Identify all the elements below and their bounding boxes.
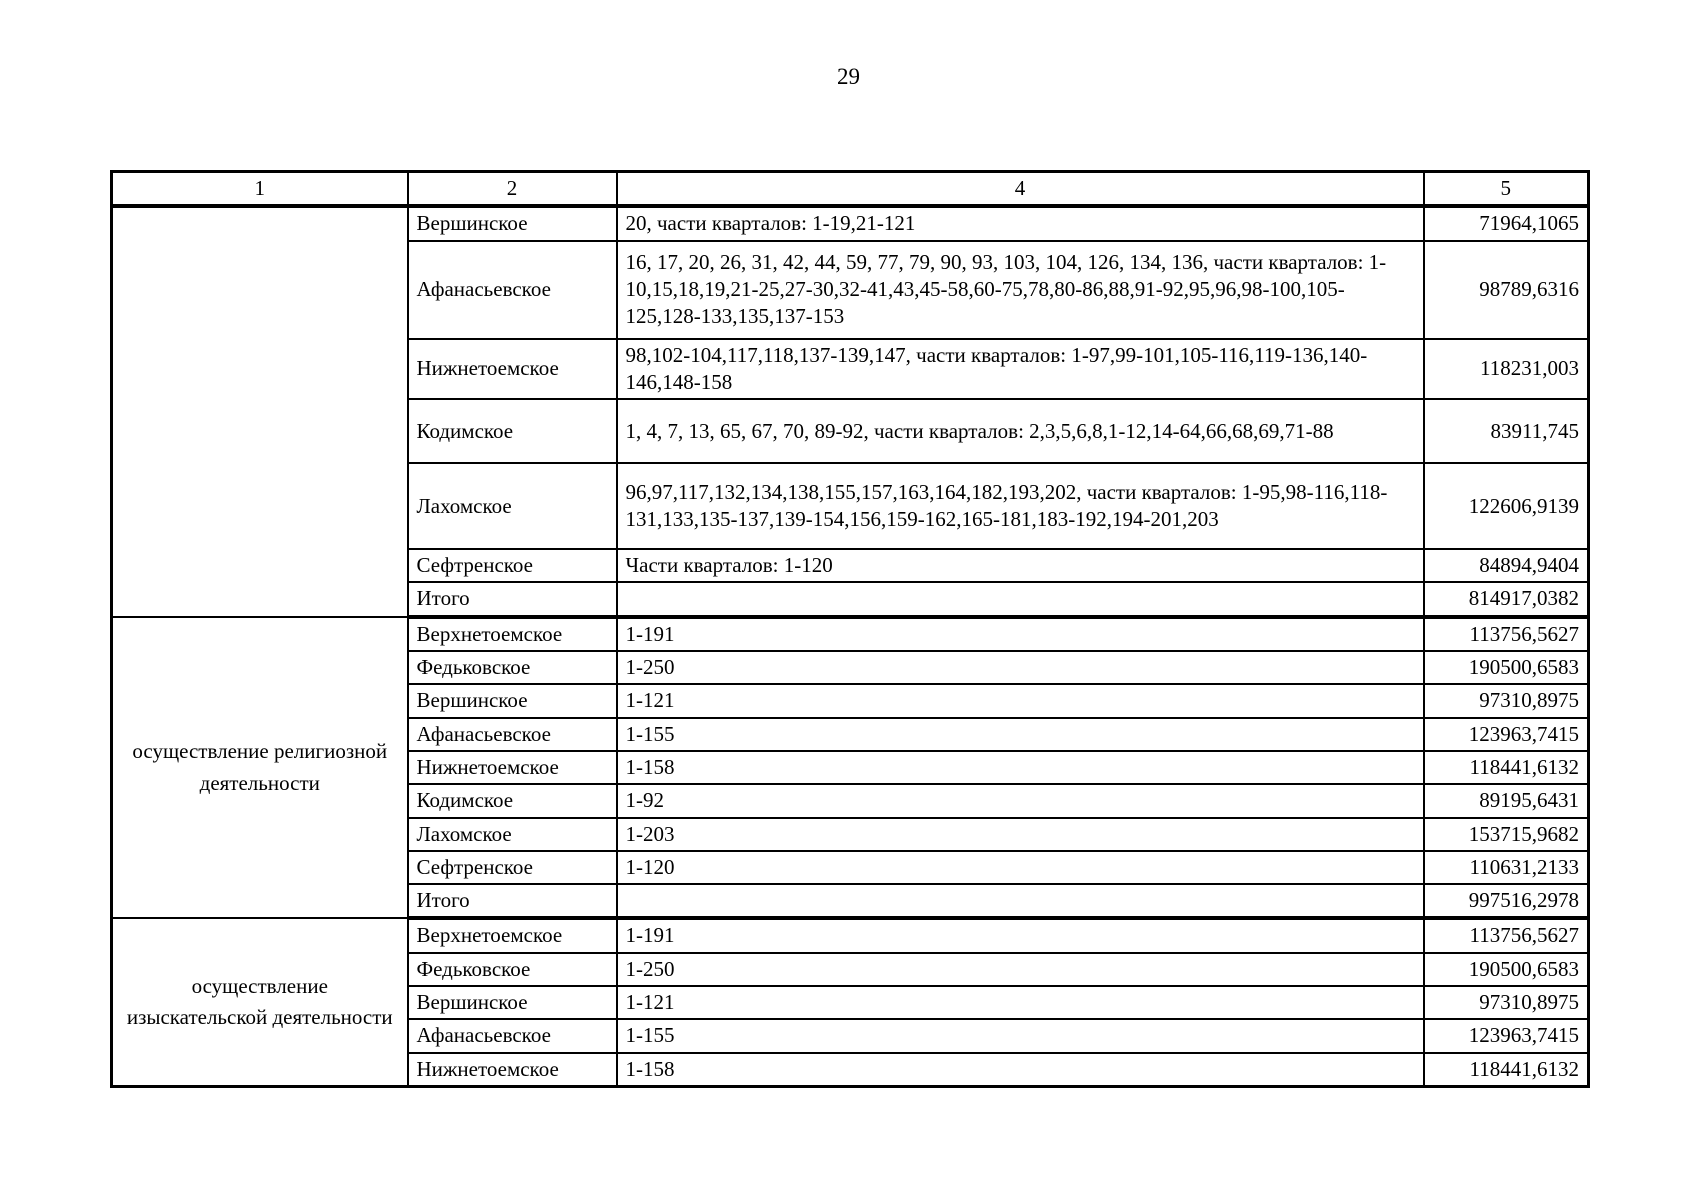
area-cell: 113756,5627: [1424, 617, 1589, 651]
quarters-cell: Части кварталов: 1-120: [617, 549, 1424, 582]
area-cell: 153715,9682: [1424, 818, 1589, 851]
area-cell: 123963,7415: [1424, 1019, 1589, 1052]
area-cell: 71964,1065: [1424, 206, 1589, 240]
district-cell: Афанасьевское: [408, 241, 617, 339]
quarters-cell: 1-120: [617, 851, 1424, 884]
area-cell: 123963,7415: [1424, 718, 1589, 751]
area-cell: 122606,9139: [1424, 463, 1589, 549]
quarters-cell: 1-121: [617, 986, 1424, 1019]
area-cell: 83911,745: [1424, 399, 1589, 463]
district-cell: Федьковское: [408, 651, 617, 684]
area-cell: 110631,2133: [1424, 851, 1589, 884]
table-row: [112, 617, 1589, 651]
district-cell: Итого: [408, 884, 617, 918]
quarters-cell: 1-203: [617, 818, 1424, 851]
quarters-cell: 1-155: [617, 718, 1424, 751]
district-cell: Верхнетоемское: [408, 918, 617, 952]
quarters-cell: 98,102-104,117,118,137-139,147, части кварталов: 1-97,99-101,105-116,119-136,140-146,148-158: [617, 339, 1424, 400]
area-cell: 97310,8975: [1424, 684, 1589, 717]
district-cell: Нижнетоемское: [408, 751, 617, 784]
quarters-cell: 1-158: [617, 1053, 1424, 1087]
district-cell: Сефтренское: [408, 549, 617, 582]
quarters-cell: 96,97,117,132,134,138,155,157,163,164,182,193,202, части кварталов: 1-95,98-116,118-131,133,135-137,139-154,156,159-162,165-181,183-192,194-201,203: [617, 463, 1424, 549]
table-header-row: [112, 172, 1589, 207]
area-cell: 113756,5627: [1424, 918, 1589, 952]
quarters-cell: 1-250: [617, 651, 1424, 684]
district-cell: Лахомское: [408, 818, 617, 851]
quarters-cell: 1, 4, 7, 13, 65, 67, 70, 89-92, части кварталов: 2,3,5,6,8,1-12,14-64,66,68,69,71-88: [617, 399, 1424, 463]
column-header-4: 4: [617, 172, 1424, 207]
quarters-cell: 1-191: [617, 617, 1424, 651]
quarters-cell: 1-250: [617, 953, 1424, 986]
quarters-cell: 20, части кварталов: 1-19,21-121: [617, 206, 1424, 240]
area-cell: 118441,6132: [1424, 751, 1589, 784]
district-cell: Нижнетоемское: [408, 1053, 617, 1087]
table-row: [112, 206, 1589, 240]
district-cell: Кодимское: [408, 784, 617, 817]
activity-cell: осуществление изыскательской деятельности: [112, 918, 408, 1086]
district-cell: Верхнетоемское: [408, 617, 617, 651]
column-header-1: 1: [112, 172, 408, 207]
quarters-cell: 1-158: [617, 751, 1424, 784]
quarters-cell: 1-191: [617, 918, 1424, 952]
district-cell: Афанасьевское: [408, 718, 617, 751]
district-cell: Вершинское: [408, 206, 617, 240]
page-number: 29: [837, 64, 860, 89]
quarters-cell: [617, 884, 1424, 918]
quarters-cell: 1-155: [617, 1019, 1424, 1052]
area-cell: 118441,6132: [1424, 1053, 1589, 1087]
district-cell: Афанасьевское: [408, 1019, 617, 1052]
district-cell: Сефтренское: [408, 851, 617, 884]
quarters-cell: 1-121: [617, 684, 1424, 717]
table-row: [112, 918, 1589, 952]
column-header-2: 2: [408, 172, 617, 207]
activity-cell: осуществление религиозной деятельности: [112, 617, 408, 919]
area-cell: 97310,8975: [1424, 986, 1589, 1019]
forest-quarters-table: [110, 170, 1590, 1088]
area-cell: 190500,6583: [1424, 651, 1589, 684]
area-cell: 98789,6316: [1424, 241, 1589, 339]
district-cell: Лахомское: [408, 463, 617, 549]
area-cell: 814917,0382: [1424, 582, 1589, 616]
area-cell: 190500,6583: [1424, 953, 1589, 986]
area-cell: 84894,9404: [1424, 549, 1589, 582]
quarters-cell: 1-92: [617, 784, 1424, 817]
area-cell: 997516,2978: [1424, 884, 1589, 918]
district-cell: Итого: [408, 582, 617, 616]
district-cell: Вершинское: [408, 986, 617, 1019]
district-cell: Федьковское: [408, 953, 617, 986]
district-cell: Кодимское: [408, 399, 617, 463]
activity-cell: [112, 206, 408, 616]
quarters-cell: [617, 582, 1424, 616]
district-cell: Нижнетоемское: [408, 339, 617, 400]
column-header-5: 5: [1424, 172, 1589, 207]
area-cell: 89195,6431: [1424, 784, 1589, 817]
district-cell: Вершинское: [408, 684, 617, 717]
quarters-cell: 16, 17, 20, 26, 31, 42, 44, 59, 77, 79, 90, 93, 103, 104, 126, 134, 136, части кварталов: 1-10,15,18,19,21-25,27-30,32-41,43,45-58,60-75,78,80-86,88,91-92,95,96,98-100,105-125,128-133,135,137-153: [617, 241, 1424, 339]
area-cell: 118231,003: [1424, 339, 1589, 400]
